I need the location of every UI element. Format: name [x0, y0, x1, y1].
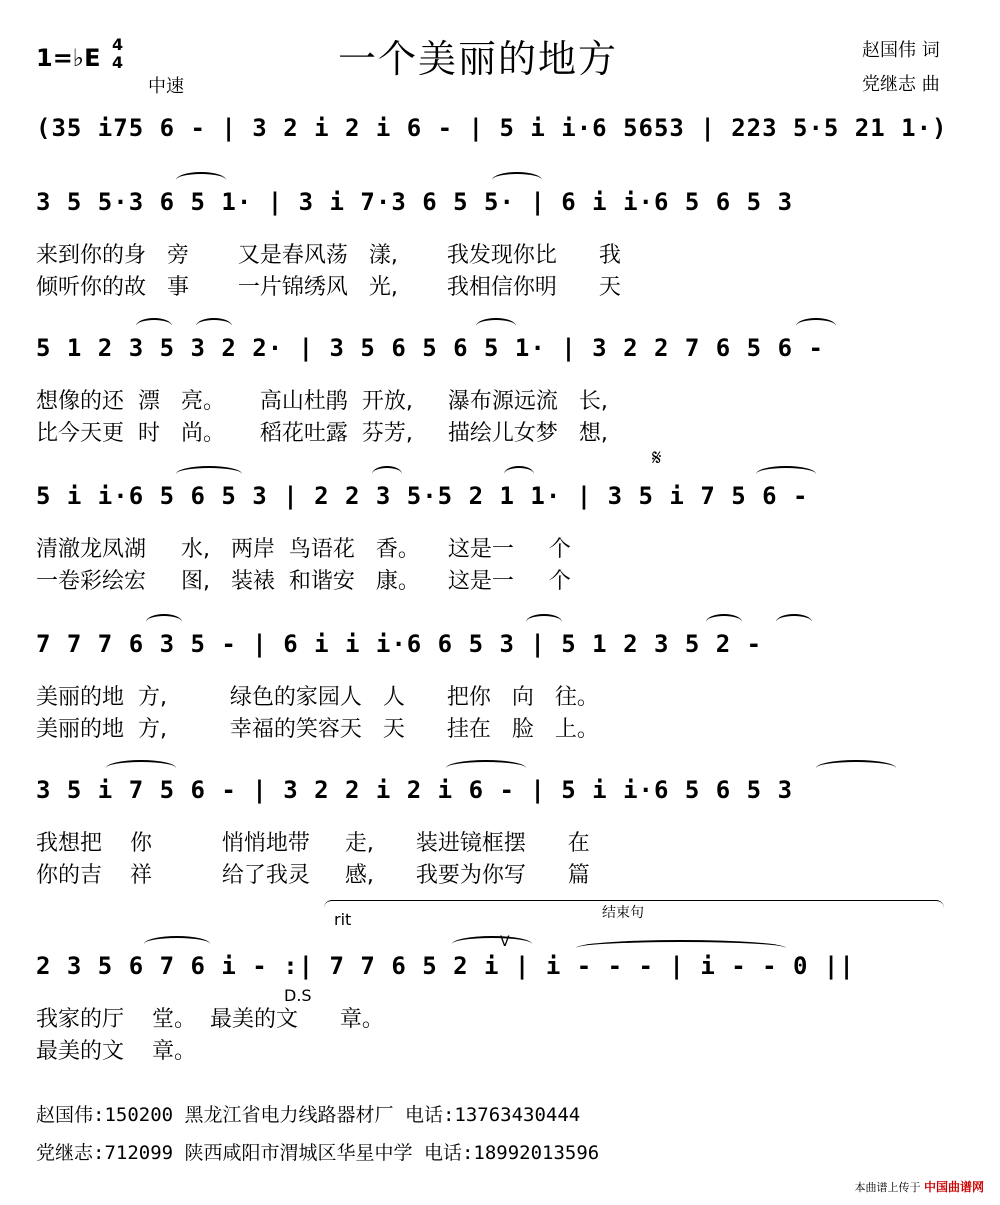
slur	[446, 760, 526, 776]
lyric-verse-2: 比今天更 时 尚。 稻花吐露 芬芳, 描绘儿女梦 想,	[36, 421, 608, 446]
lyric-verse-2: 你的吉 祥 给了我灵 感, 我要为你写 篇	[36, 863, 590, 888]
score-system-intro	[36, 114, 976, 154]
lyricist-credit: 赵国伟 词	[862, 40, 940, 61]
score-system-2	[36, 334, 976, 374]
time-signature-top: 4	[112, 35, 124, 54]
time-signature-bottom: 4	[112, 53, 124, 72]
lyric-verse-1: 我家的厅 堂。 最美的文 章。	[36, 1007, 384, 1032]
notes-line: 3 5 5·3 6 5 1· | 3 i 7·3 6 5 5· | 6 i i·6 5 6 5 3	[36, 188, 794, 216]
watermark-text: 本曲谱上传于	[854, 1181, 921, 1194]
lyric-verse-1: 我想把 你 悄悄地带 走, 装进镜框摆 在	[36, 831, 590, 856]
slur	[196, 318, 232, 334]
slur	[816, 760, 896, 776]
site-logo: 中国曲谱网	[923, 1180, 984, 1194]
slur	[176, 466, 242, 482]
slur	[796, 318, 836, 334]
slur	[756, 466, 816, 482]
notes-line: 5 1 2 3 5 3 2 2· | 3 5 6 5 6 5 1· | 3 2 2 7 6 5 6 -	[36, 334, 824, 362]
score-system-4	[36, 630, 976, 670]
slur	[492, 172, 542, 188]
lyricist-contact: 赵国伟:150200 黑龙江省电力线路器材厂 电话:13763430444	[36, 1104, 581, 1126]
slur	[776, 614, 812, 630]
lyric-verse-2: 美丽的地 方, 幸福的笑容天 天 挂在 脸 上。	[36, 717, 599, 742]
slur	[144, 936, 210, 952]
slur	[504, 466, 534, 482]
score-system-1	[36, 188, 976, 228]
slur	[136, 318, 172, 334]
slur	[176, 172, 226, 188]
composer-credit: 党继志 曲	[862, 74, 940, 95]
ds-marking: D.S	[284, 986, 312, 1005]
notes-line: 7 7 7 6 3 5 - | 6 i i i·6 6 5 3 | 5 1 2 3 5 2 -	[36, 630, 763, 658]
time-signature	[112, 36, 123, 72]
slur	[372, 466, 402, 482]
notes-line: 5 i i·6 5 6 5 3 | 2 2 3 5·5 2 1 1· | 3 5 i 7 5 6 -	[36, 482, 809, 510]
key-signature: 1=♭E	[36, 44, 101, 72]
slur	[452, 936, 532, 952]
slur	[106, 760, 176, 776]
song-title: 一个美丽的地方	[338, 37, 619, 81]
rit-marking: rit	[334, 910, 352, 929]
segno-sign: 𝄋	[652, 446, 662, 471]
lyric-verse-1: 美丽的地 方, 绿色的家园人 人 把你 向 往。	[36, 685, 599, 710]
lyric-verse-1: 来到你的身 旁 又是春风荡 漾, 我发现你比 我	[36, 243, 621, 268]
tempo-marking: 中速	[148, 76, 184, 97]
ending-label: 结束句	[602, 905, 644, 921]
lyric-verse-2: 一卷彩绘宏 图, 装裱 和谐安 康。 这是一 个	[36, 569, 571, 594]
lyric-verse-1: 清澈龙凤湖 水, 两岸 鸟语花 香。 这是一 个	[36, 537, 571, 562]
score-system-6	[36, 952, 976, 992]
slur	[706, 614, 742, 630]
upload-watermark	[854, 1178, 984, 1195]
slur	[476, 318, 516, 334]
score-system-5	[36, 776, 976, 816]
lyric-verse-2: 最美的文 章。	[36, 1039, 196, 1064]
score-system-3	[36, 482, 976, 522]
notes-line: 3 5 i 7 5 6 - | 3 2 2 i 2 i 6 - | 5 i i·6 5 6 5 3	[36, 776, 794, 804]
lyric-verse-2: 倾听你的故 事 一片锦绣风 光, 我相信你明 天	[36, 275, 621, 300]
lyric-verse-1: 想像的还 漂 亮。 高山杜鹃 开放, 瀑布源远流 长,	[36, 389, 608, 414]
notes-line: 2 3 5 6 7 6 i - :| 7 7 6 5 2 i | i - - - | i - - 0 ||	[36, 952, 855, 980]
composer-contact: 党继志:712099 陕西咸阳市渭城区华星中学 电话:18992013596	[36, 1142, 600, 1164]
slur	[526, 614, 562, 630]
slur	[146, 614, 182, 630]
notes-line: (35 i75 6 - | 3 2 i 2 i 6 - | 5 i i·6 5653 | 223 5·5 21 1·)	[36, 114, 948, 142]
breath-mark: V	[500, 934, 510, 950]
